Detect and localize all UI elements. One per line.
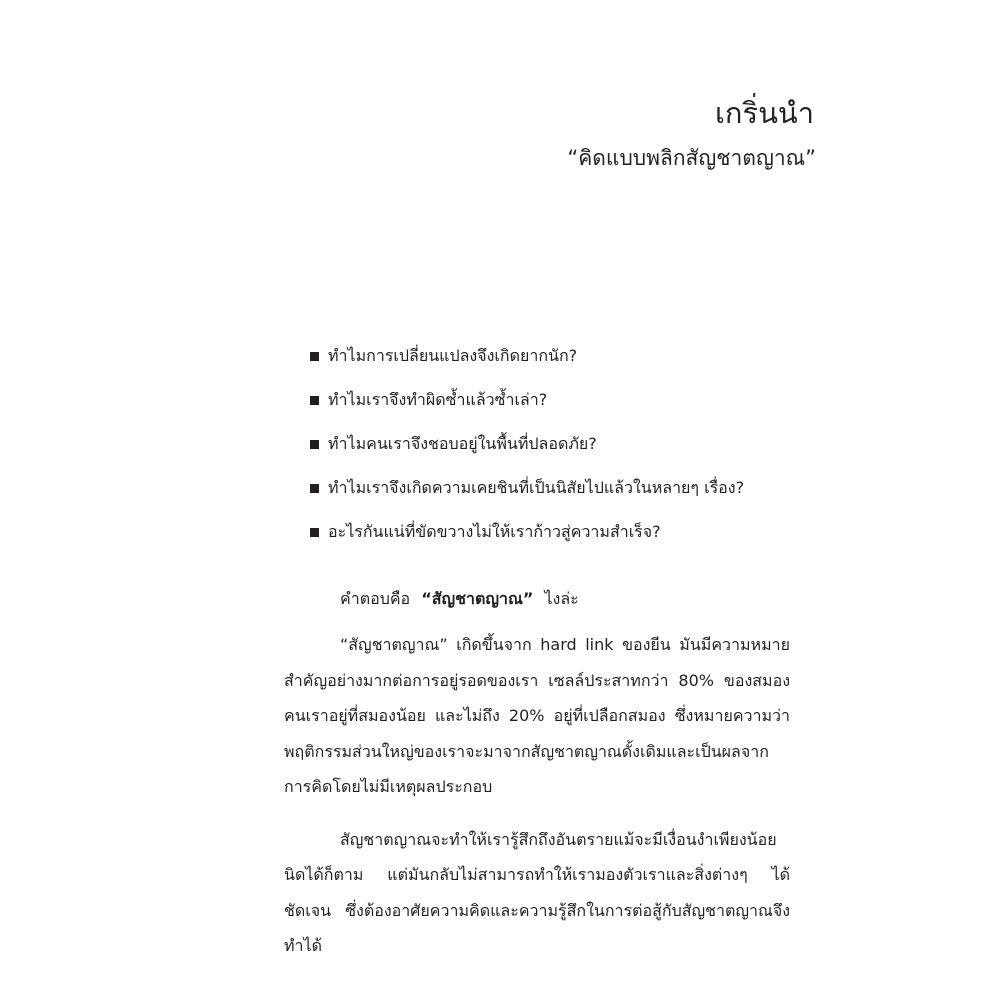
square-bullet-icon [310,484,319,493]
square-bullet-icon [310,528,319,537]
answer-highlight: “สัญชาตญาณ” [421,589,534,608]
list-item [310,466,744,510]
question-text: ทำไมเราจึงเกิดความเคยชินที่เป็นนิสัยไปแล้วในหลายๆ เรื่อง? [328,478,745,497]
list-item [310,510,744,554]
question-list [310,334,744,554]
chapter-title: เกริ่นนำ [715,96,814,130]
answer-suffix: ไงล่ะ [544,589,579,608]
list-item [310,422,744,466]
square-bullet-icon [310,440,319,449]
body-text [284,627,790,981]
body-paragraph: สัญชาตญาณจะทำให้เรารู้สึกถึงอันตรายแม้จะมีเงื่อนงำเพียงน้อยนิดได้ก็ตาม แต่มันกลับไม่สามารถทำให้เรามองตัวเราและสิ่งต่างๆ ได้ชัดเจน ซึ่งต้องอาศัยความคิดและความรู้สึกในการต่อสู้กับสัญชาตญาณจึงทำได้ [284,829,790,955]
list-item [310,378,744,422]
answer-line [340,584,579,614]
chapter-heading [567,93,814,173]
question-text: ทำไมเราจึงทำผิดซ้ำแล้วซ้ำเล่า? [328,390,548,409]
question-text: ทำไมคนเราจึงชอบอยู่ในพื้นที่ปลอดภัย? [328,434,597,453]
list-item [310,334,744,378]
square-bullet-icon [310,352,319,361]
body-paragraph: “สัญชาตญาณ” เกิดขึ้นจาก hard link ของยีน มันมีความหมายสำคัญอย่างมากต่อการอยู่รอดของเรา เซลล์ประสาทกว่า 80% ของสมองคนเราอยู่ที่สมองน้อย และไม่ถึง 20% อยู่ที่เปลือกสมอง ซึ่งหมายความว่าพฤติกรรมส่วนใหญ่ของเราจะมาจากสัญชาตญาณดั้งเดิมและเป็นผลจากการคิดโดยไม่มีเหตุผลประกอบ [284,635,790,796]
answer-prefix: คำตอบคือ [340,589,411,608]
question-text: อะไรกันแน่ที่ขัดขวางไม่ให้เราก้าวสู่ความสำเร็จ? [328,522,661,541]
square-bullet-icon [310,396,319,405]
chapter-subtitle: “คิดแบบพลิกสัญชาตญาณ” [567,146,816,170]
question-text: ทำไมการเปลี่ยนแปลงจึงเกิดยากนัก? [328,346,578,365]
